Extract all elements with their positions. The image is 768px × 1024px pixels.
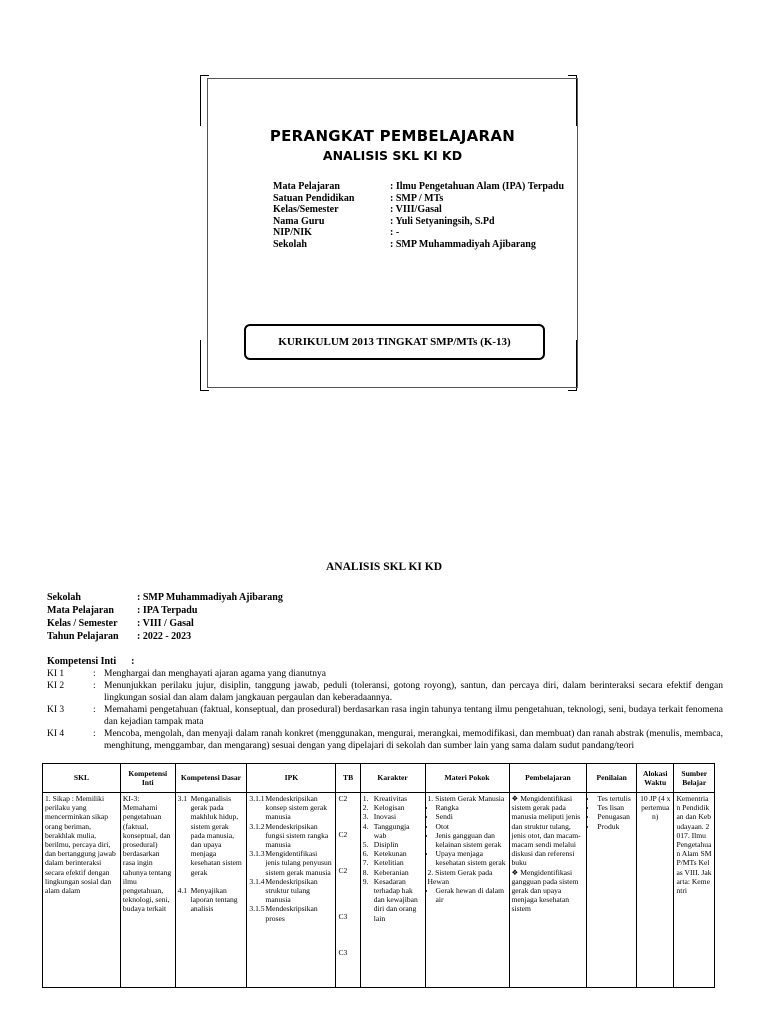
skl-table [42,763,715,988]
ki-row: KI 3 : Memahami pengetahuan (faktual, konseptual, dan prosedural) berdasarkan rasa ingin tahunya tentang ilmu pengetahuan, teknologi, seni, budaya terkait fenomena dan kejadian tampak mata [47,705,723,727]
cover-subtitle: ANALISIS SKL KI KD [322,148,463,163]
cell-sumber: Kementrian Pendidikan dan Kebudayaan. 2017. Ilmu Pengetahuan Alam SMP/MTs Kelas VIII. Jakarta: Kementri [674,793,715,988]
cell-skl: 1. Sikap : Memiliki perilaku yang mencerminkan sikap orang beriman, berakhlak mulia, berilmu, percaya diri, dan bertanggung jawab dalam berinteraksi secara efektif dengan lingkungan sosial dan alam dalam [43,793,121,988]
cell-pembelajaran: ❖ Mengidentifikasi sistem gerak pada manusia meliputi jenis dan struktur tulang, jenis otot, dan macam-macam sendi melalui diskusi dan referensi buku ❖ Mengidentifikasi gangguan pada sistem gerak dan upaya menjaga kesehatan sistem [509,793,587,988]
kurikulum-box: KURIKULUM 2013 TINGKAT SMP/MTs (K-13) [244,324,545,360]
analysis-title: ANALISIS SKL KI KD [326,561,442,573]
meta-row: Sekolah : SMP Muhammadiyah Ajibarang [47,592,283,603]
meta-row: Tahun Pelajaran : 2022 - 2023 [47,631,192,642]
cover-info-row: Satuan Pendidikan : SMP / MTs [273,192,444,204]
header-karakter: Karakter [360,764,425,793]
cover-info-row: Kelas/Semester : VIII/Gasal [273,204,442,215]
header-penilaian: Penilaian [587,764,637,793]
ki-row: KI 2 : Menunjukkan perilaku jujur, disiplin, tanggung jawab, peduli (toleransi, gotong royong), santun, dan percaya diri, dalam berinteraksi secara efektif dengan lingkungan sosial dan alam dalam jangkauan pergaulan dan keberadaannya. [47,681,723,703]
materi-list: • Gerak hewan di dalam air [428,886,507,904]
cell-penilaian [587,793,637,988]
cell-karakter: 1. Kreativitas 2. Kelogisan 3. Inovasi 4. Tanggungja wab 5. Disiplin 6. Ketekunan 7. Ketelitian 8. Keberanian 9. Kesadaran terhadap hak dan kewajiban diri dan orang lain [360,793,425,988]
cover-page [207,78,578,388]
meta-row: Mata Pelajaran : IPA Terpadu [47,605,198,616]
cover-title: PERANGKAT PEMBELAJARAN [269,127,516,145]
header-tb: TB [336,764,360,793]
analysis-meta [47,591,283,643]
header-alokasi: Alokasi Waktu [637,764,674,793]
header-ki: Kompetensi Inti [120,764,175,793]
header-sumber: Sumber Belajar [674,764,715,793]
materi-list: • Rangka • Sendi • Otot • Jenis gangguan dan kelainan sistem gerak • Upaya menjaga kesehatan sistem gerak [428,803,507,867]
meta-row: Kelas / Semester : VIII / Gasal [47,618,194,629]
table-row [43,793,715,988]
cover-info-row: Nama Guru : Yuli Setyaningsih, S.Pd [273,215,495,227]
header-pembelajaran: Pembelajaran [509,764,587,793]
cover-info [273,181,564,250]
ki-row: KI 1 : Menghargai dan menghayati ajaran agama yang dianutnya [47,669,326,679]
cell-materi: 1. Sistem Gerak Manusia • Rangka • Sendi • Otot • Jenis gangguan dan kelainan sistem gerak • Upaya menjaga kesehatan sistem gerak 2. Sistem Gerak pada Hewan • Gerak hewan di dalam air [425,793,509,988]
table-header-row [43,764,715,793]
cover-info-row: NIP/NIK : - [273,227,400,238]
cell-ipk: 3.1.1 Mendeskripsikan konsep sistem gerak manusia 3.1.2 Mendeskripsikan fungsi sistem rangka manusia 3.1.3 Mengidentifikasi jenis tulang penyusun sistem gerak manusia 3.1.4 Mendeskripsikan struktur tulang manusia 3.1.5 Mendeskripsikan proses [247,793,336,988]
header-materi: Materi Pokok [425,764,509,793]
header-ipk: IPK [247,764,336,793]
cell-ki: KI-3: Memahami pengetahuan (faktual, konseptual, dan prosedural) berdasarkan rasa ingin tahunya tentang ilmu pengetahuan, teknologi, seni, budaya terkait [120,793,175,988]
cover-info-row: Mata Pelajaran : Ilmu Pengetahuan Alam (IPA) Terpadu [273,181,565,192]
cell-kd: 3.1 Menganalisis gerak pada makhluk hidup, sistem gerak pada manusia, dan upaya menjaga kesehatan sistem gerak 4.1 Menyajikan laporan tentang analisis [175,793,247,988]
header-kd: Kompetensi Dasar [175,764,247,793]
ki-row: KI 4 : Mencoba, mengolah, dan menyaji dalam ranah konkret (menggunakan, mengurai, merangkai, memodifikasi, dan membuat) dan ranah abstrak (menulis, membaca, menghitung, menggambar, dan mengarang) sesuai dengan yang dipelajari di sekolah dan sumber lain yang sama dalam sudut pandang/teori [47,729,723,751]
header-skl: SKL [43,764,121,793]
ki-heading: Kompetensi Inti : [47,656,135,667]
cell-tb: C2 C2 C2 C3 C3 [336,793,360,988]
cover-info-row: Sekolah : SMP Muhammadiyah Ajibarang [273,238,536,250]
cell-alokasi: 10 JP (4 x pertemuan) [637,793,674,988]
penilaian-list: • Tes tertulis • Tes lisan • Penugasan • Produk [589,794,634,831]
